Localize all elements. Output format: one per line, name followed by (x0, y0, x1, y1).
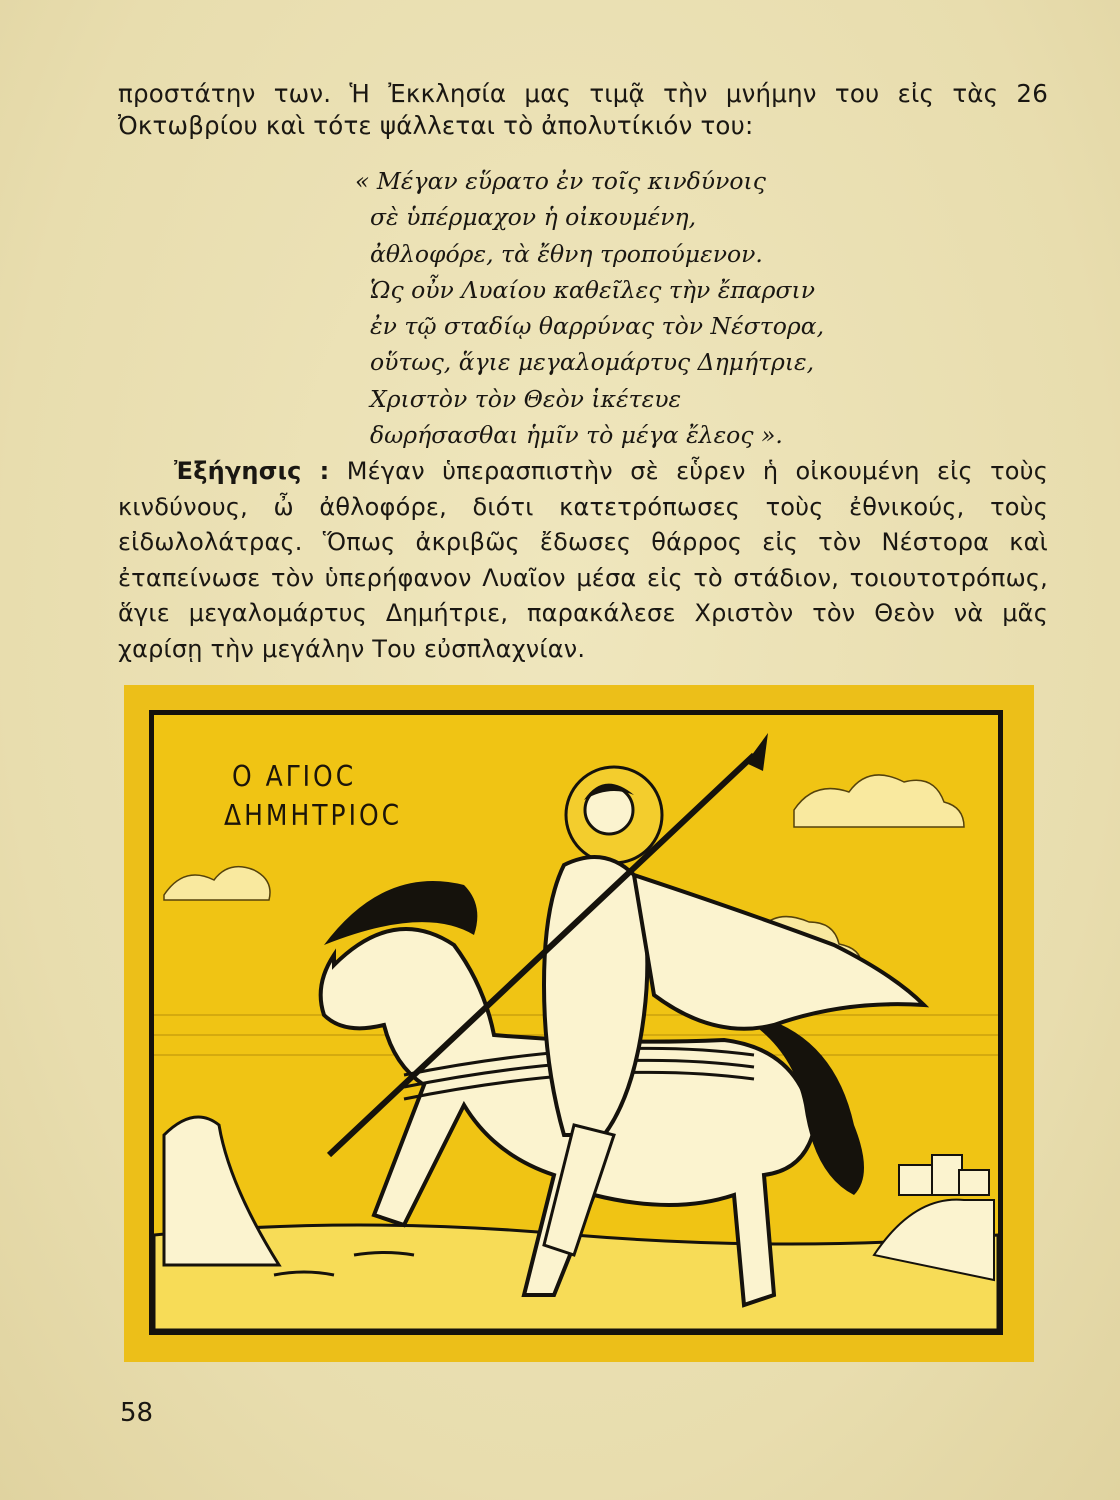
intro-paragraph: προστάτην των. Ἡ Ἐκκλησία μας τιμᾷ τὴν μνήμην του εἰς τὰς 26 Ὀκτωβρίου καὶ τότε ψάλλεται τὸ ἀπολυτίκιόν του: (118, 79, 1048, 140)
explanation-text: Μέγαν ὑπερασπιστὴν σὲ εὗρεν ἡ οἰκουμένη εἰς τοὺς κινδύνους, ὦ ἀθλοφόρε, διότι κατετρόπωσες τοὺς ἐθνικούς, τοὺς εἰδωλολάτρας. Ὅπως ἀκριβῶς ἔδωσες θάρρος εἰς τὸν Νέστορα καὶ ἐταπείνωσε τὸν ὑπερήφανον Λυαῖον μέσα εἰς τὸ στάδιον, τοιουτοτρόπως, ἅγιε μεγαλομάρτυς Δημήτριε, παρακάλεσε Χριστὸν τὸν Θεὸν νὰ μᾶς χαρίσῃ τὴν μεγάλην Του εὐσπλαχνίαν. (118, 457, 1048, 663)
hymn-line: Ὡς οὖν Λυαίου καθεῖλες τὴν ἔπαρσιν (370, 275, 816, 304)
page-number: 58 (120, 1398, 154, 1428)
icon-inscription (224, 757, 402, 835)
inscription-line-2: ΔΗΜΗΤΡΙΟC (224, 798, 403, 832)
hymn-line: « Μέγαν εὕρατο ἐν τοῖς κινδύνοις (355, 167, 766, 195)
hymn-line: δωρήσασθαι ἡμῖν τὸ μέγα ἔλεος ». (370, 421, 783, 450)
hymn-line: ἐν τῷ σταδίῳ θαρρύνας τὸν Νέστορα, (370, 312, 825, 341)
saint-demetrios-illustration (124, 685, 1034, 1362)
hymn-line: οὕτως, ἅγιε μεγαλομάρτυς Δημήτριε, (370, 348, 815, 377)
illustration-frame (149, 710, 1003, 1335)
inscription-line-1: Ο ΑΓΙΟC (232, 759, 357, 793)
hymn-line: σὲ ὑπέρμαχον ἡ οἰκουμένη, (370, 203, 697, 232)
apolytikion-hymn (355, 163, 875, 453)
hymn-line: ἀθλοφόρε, τὰ ἔθνη τροπούμενον. (370, 239, 763, 268)
explanation-heading: Ἐξήγησις : (174, 457, 330, 485)
hymn-line: Χριστὸν τὸν Θεὸν ἱκέτευε (370, 384, 682, 413)
explanation-paragraph (118, 454, 1048, 668)
